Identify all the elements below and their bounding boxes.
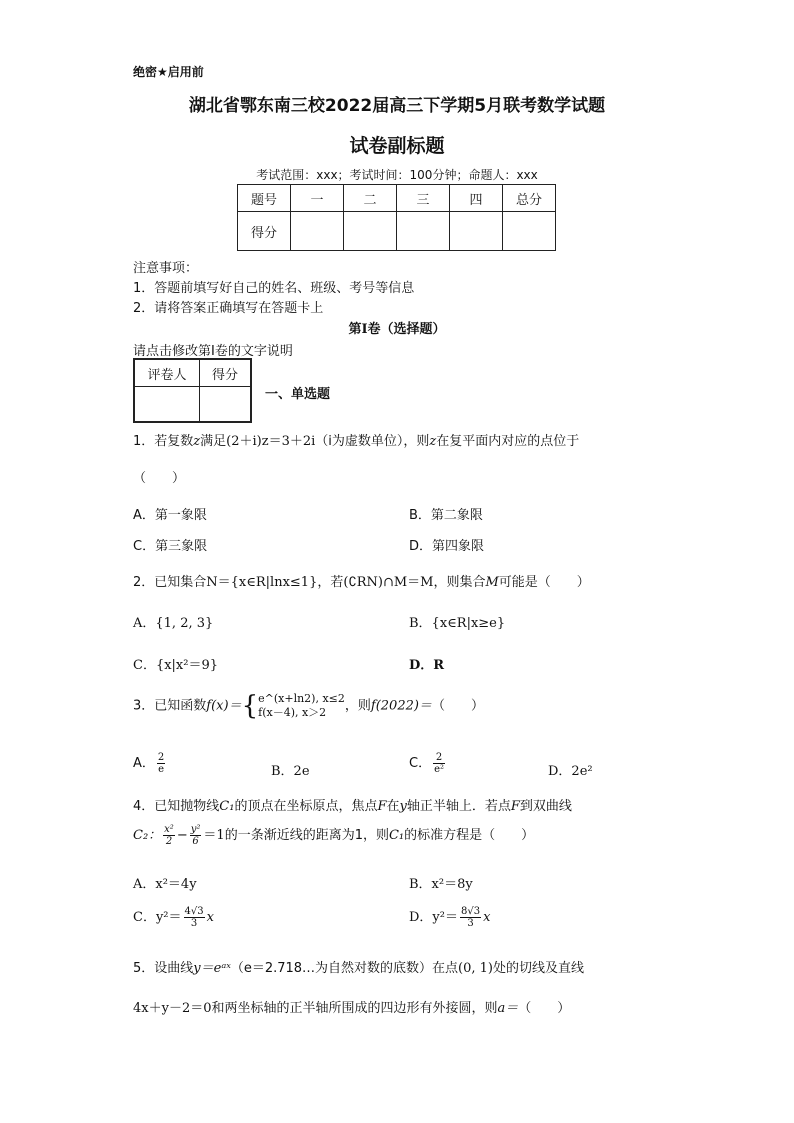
score-cell[interactable] [450,212,503,251]
q4-option-b[interactable]: B．x²＝8y [409,877,473,892]
q4-option-d[interactable]: D．y²＝ $\frac{8√3}{3}$ x [409,906,491,929]
q3-option-d[interactable]: D．2e² [548,764,593,779]
q2-option-b[interactable]: B．{x∈R|x≥e} [409,616,506,631]
score-cell[interactable] [397,212,450,251]
confidential-label: 绝密★启用前 [133,65,204,79]
score-header-cell: 题号 [238,185,291,212]
exam-title: 湖北省鄂东南三校2022届高三下学期5月联考数学试题 [188,96,606,116]
q4-option-a[interactable]: A．x²＝4y [133,877,197,892]
q3-option-a[interactable]: A． $\frac{2}{e}$ [133,752,165,775]
question-2-stem: 2．已知集合N＝{x∈R|lnx≤1}，若(∁RN)∩M＝M，则集合M可能是（ ） [133,575,590,590]
q2-option-c[interactable]: C．{x|x²＝9} [133,658,219,673]
grader-table [133,358,252,423]
grader-header-cell: 得分 [200,359,252,387]
score-row-label: 得分 [238,212,291,251]
q1-option-d[interactable]: D．第四象限 [409,539,485,554]
q3-option-c[interactable]: C． $\frac{2}{\text{e²}}$ [409,752,445,775]
q4-option-c[interactable]: C．y²＝ $\frac{4√3}{3}$ x [133,906,214,929]
question-1-paren: （ ） [133,471,186,486]
question-4-stem-line1: 4．已知抛物线C₁的顶点在坐标原点，焦点F在y轴正半轴上．若点F到双曲线 [133,799,572,814]
question-5-stem-line1: 5．设曲线y＝eᵃˣ（e＝2.718…为自然对数的底数）在点(0, 1)处的切线及直线 [133,961,585,976]
notice-title: 注意事项： [133,261,199,276]
question-4-stem-line2: C₂： $\frac{\text{x²}}{2}$ − $\frac{\text{y²}}{6}$ ＝1的一条渐近线的距离为1，则C₁的标准方程是（ ） [133,824,535,847]
edit-note[interactable]: 请点击修改第I卷的文字说明 [133,344,293,359]
section-title: 第I卷（选择题） [348,322,446,337]
score-header-cell: 三 [397,185,450,212]
q2-option-a[interactable]: A．{1, 2, 3} [133,616,214,631]
score-cell[interactable] [344,212,397,251]
question-3-stem: 3．已知函数f(x)＝{ e^(x+ln2), x≤2 f(x－4), x＞2 ，则f(2022)＝（ ） [133,691,484,721]
score-header-cell: 总分 [503,185,556,212]
score-header-cell: 一 [291,185,344,212]
q1-option-b[interactable]: B．第二象限 [409,508,483,523]
section-heading: 一、单选题 [265,387,331,402]
q2-option-d[interactable]: D．R [409,658,445,673]
exam-subtitle: 试卷副标题 [349,135,445,157]
score-header-cell: 二 [344,185,397,212]
grader-cell[interactable] [200,387,252,423]
q1-option-c[interactable]: C．第三象限 [133,539,208,554]
score-header-cell: 四 [450,185,503,212]
score-table [237,184,556,251]
q3-option-b[interactable]: B．2e [271,764,310,779]
question-1-stem: 1．若复数z满足(2＋i)z＝3＋2i（i为虚数单位），则z在复平面内对应的点位于 [133,434,580,449]
notice-item: 1．答题前填写好自己的姓名、班级、考号等信息 [133,281,415,296]
exam-info: 考试范围：xxx；考试时间：100分钟；命题人：xxx [256,168,538,182]
question-5-stem-line2: 4x＋y－2＝0和两坐标轴的正半轴所围成的四边形有外接圆，则a＝（ ） [133,1001,571,1016]
grader-cell[interactable] [134,387,200,423]
score-cell[interactable] [503,212,556,251]
notice-item: 2．请将答案正确填写在答题卡上 [133,301,324,316]
grader-header-cell: 评卷人 [134,359,200,387]
score-cell[interactable] [291,212,344,251]
q1-option-a[interactable]: A．第一象限 [133,508,207,523]
